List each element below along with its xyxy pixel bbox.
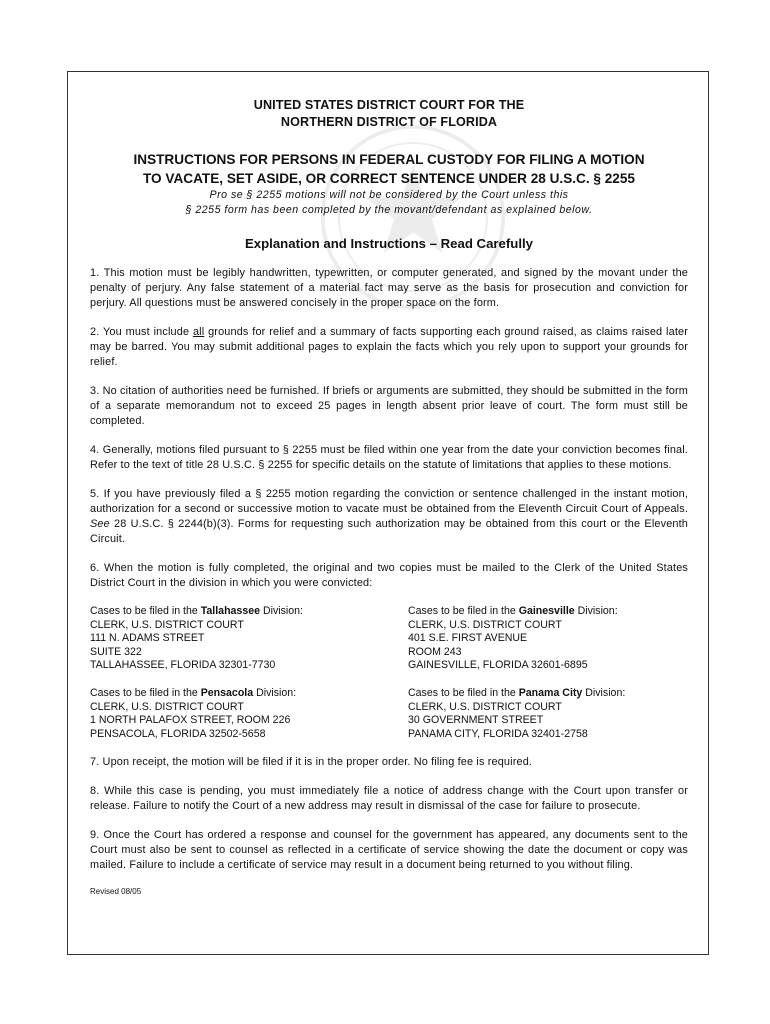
instruction-3: 3. No citation of authorities need be furnished. If briefs or arguments are submitted, they should be submitted in the form of a separate memorandum not to exceed 25 pages in length absent prior leave of court. The form must still be completed. [90, 385, 688, 427]
instruction-4: 4. Generally, motions filed pursuant to § 2255 must be filed within one year from the date your conviction becomes final. Refer to the text of title 28 U.S.C. § 2255 for specific details on the statute of limitations that applies to these motions. [90, 444, 688, 471]
address-gainesville: Cases to be filed in the Gainesville Division: CLERK, U.S. DISTRICT COURT 401 S.E. FIRST AVENUE ROOM 243 GAINESVILLE, FLORIDA 32601-6895 [408, 605, 618, 672]
instructions-title-line-2: TO VACATE, SET ASIDE, OR CORRECT SENTENCE UNDER 28 U.S.C. § 2255 [143, 171, 635, 186]
address-tallahassee: Cases to be filed in the Tallahassee Division: CLERK, U.S. DISTRICT COURT 111 N. ADAMS STREET SUITE 322 TALLAHASSEE, FLORIDA 32301-7730 [90, 605, 303, 672]
document-frame [67, 71, 709, 955]
address-panama-city: Cases to be filed in the Panama City Division: CLERK, U.S. DISTRICT COURT 30 GOVERNMENT STREET PANAMA CITY, FLORIDA 32401-2758 [408, 686, 626, 740]
instruction-7: 7. Upon receipt, the motion will be filed if it is in the proper order. No filing fee is required. [90, 756, 533, 769]
instruction-9: 9. Once the Court has ordered a response and counsel for the government has appeared, any documents sent to the Court must also be sent to counsel as reflected in a certificate of service showing the date the document or copy was mailed. Failure to include a certificate of service may result in a document being returned to you without filing. [90, 829, 688, 872]
address-pensacola: Cases to be filed in the Pensacola Division: CLERK, U.S. DISTRICT COURT 1 NORTH PALAFOX STREET, ROOM 226 PENSACOLA, FLORIDA 32502-5658 [90, 686, 297, 740]
instruction-6: 6. When the motion is fully completed, the original and two copies must be mailed to the Clerk of the United States District Court in the division in which you were convicted: [90, 562, 688, 589]
instructions-title-line-1: INSTRUCTIONS FOR PERSONS IN FEDERAL CUSTODY FOR FILING A MOTION [133, 152, 645, 167]
instruction-2: 2. You must include all grounds for relief and a summary of facts supporting each ground raised, as claims raised later may be barred. You may submit additional pages to explain the facts which you rely upon to support your grounds for relief. [90, 326, 688, 368]
instruction-8: 8. While this case is pending, you must immediately file a notice of address change with the Court upon transfer or release. Failure to notify the Court of a new address may result in dismissal of the case for failure to prosecute. [90, 785, 688, 813]
pro-se-note-line-1: Pro se § 2255 motions will not be considered by the Court unless this [209, 189, 569, 201]
revision-date: Revised 08/05 [90, 887, 142, 897]
emphasis-all: all [192, 326, 205, 338]
division-addresses [90, 605, 688, 741]
court-name-line-2: NORTHERN DISTRICT OF FLORIDA [280, 115, 498, 129]
section-heading: Explanation and Instructions – Read Carefully [245, 236, 533, 251]
instruction-5: 5. If you have previously filed a § 2255 motion regarding the conviction or sentence challenged in the instant motion, authorization for a second or successive motion to vacate must be obtained from the Eleventh Circuit Court of Appeals. See 28 U.S.C. § 2244(b)(3). Forms for requesting such authorization may be obtained from this court or the Eleventh Circuit. [90, 488, 688, 545]
instruction-1: 1. This motion must be legibly handwritten, typewritten, or computer generated, and signed by the movant under the penalty of perjury. Any false statement of a material fact may serve as the basis for prosecution and conviction for perjury. All questions must be answered concisely in the proper space on the form. [90, 267, 688, 309]
citation-see: See [90, 518, 110, 530]
pro-se-note-line-2: § 2255 form has been completed by the movant/defendant as explained below. [185, 204, 593, 216]
court-name-line-1: UNITED STATES DISTRICT COURT FOR THE [253, 98, 525, 112]
